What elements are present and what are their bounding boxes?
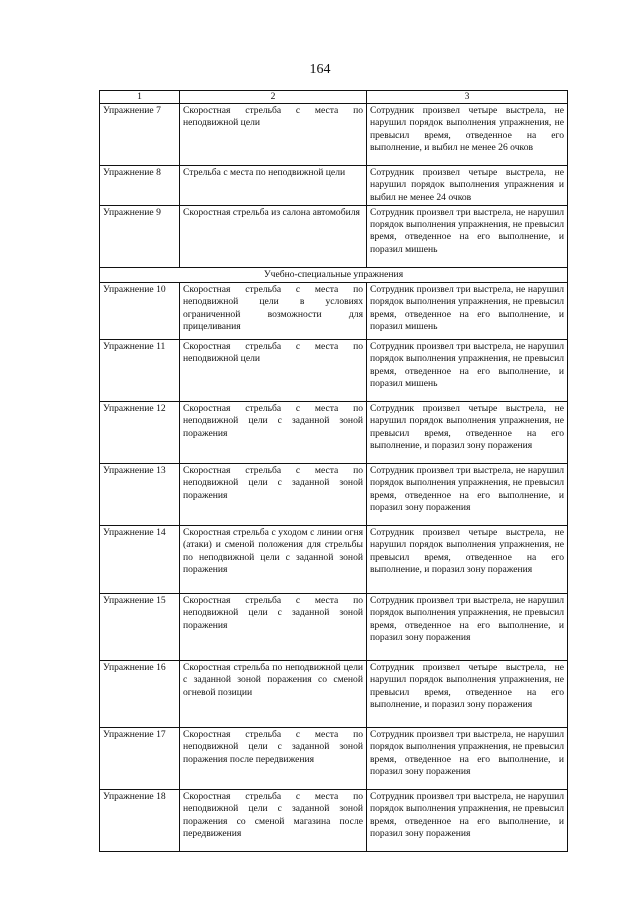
exercise-task: Скоростная стрельба с места по неподвижной цели с заданной зоной поражения со сменой магазина после передвижения [180,790,367,852]
exercise-criteria: Сотрудник произвел три выстрела, не нарушил порядок выполнения упражнения, не превысил время, отведенное на его выполнение, и поразил зону поражения [367,790,568,852]
exercise-name: Упражнение 14 [100,526,180,594]
table-row [100,205,568,267]
exercise-task: Скоростная стрельба из салона автомобиля [180,205,367,267]
exercise-criteria: Сотрудник произвел четыре выстрела, не нарушил порядок выполнения упражнения, не превысил время, отведенное на его выполнение, и поразил зону поражения [367,402,568,464]
table-row [100,661,568,728]
column-number-2: 2 [180,91,367,104]
exercise-name: Упражнение 17 [100,728,180,790]
column-number-3: 3 [367,91,568,104]
exercise-task: Скоростная стрельба с места по неподвижной цели с заданной зоной поражения [180,402,367,464]
exercise-table [99,90,568,852]
exercise-task: Стрельба с места по неподвижной цели [180,166,367,206]
exercise-task: Скоростная стрельба с уходом с линии огня (атаки) и сменой положения для стрельбы по неподвижной цели с заданной зоной поражения [180,526,367,594]
page-number: 164 [309,62,331,77]
table-row [100,166,568,206]
table-row [100,402,568,464]
exercise-criteria: Сотрудник произвел четыре выстрела, не нарушил порядок выполнения упражнения, не превысил время, отведенное на его выполнение, и поразил зону поражения [367,661,568,728]
exercise-name: Упражнение 8 [100,166,180,206]
table-row [100,526,568,594]
exercise-task: Скоростная стрельба с места по неподвижной цели с заданной зоной поражения [180,594,367,661]
table-row [100,728,568,790]
exercise-task: Скоростная стрельба по неподвижной цели с заданной зоной поражения со сменой огневой позиции [180,661,367,728]
column-number-row [100,91,568,104]
exercise-criteria: Сотрудник произвел четыре выстрела, не нарушил порядок выполнения упражнения, не превысил время, отведенное на его выполнение, и поразил зону поражения [367,526,568,594]
exercise-criteria: Сотрудник произвел четыре выстрела, не нарушил порядок выполнения упражнения и выбил не менее 24 очков [367,166,568,206]
exercise-name: Упражнение 13 [100,464,180,526]
exercise-task: Скоростная стрельба с места по неподвижной цели [180,340,367,402]
section-row [100,267,568,282]
section-title: Учебно-специальные упражнения [100,267,568,282]
exercise-criteria: Сотрудник произвел три выстрела, не нарушил порядок выполнения упражнения, не превысил время, отведенное на его выполнение, и поразил мишень [367,340,568,402]
table-row [100,790,568,852]
exercise-name: Упражнение 18 [100,790,180,852]
exercise-criteria: Сотрудник произвел три выстрела, не нарушил порядок выполнения упражнения, не превысил время, отведенное на его выполнение, и поразил мишень [367,283,568,340]
exercise-name: Упражнение 12 [100,402,180,464]
exercise-criteria: Сотрудник произвел три выстрела, не нарушил порядок выполнения упражнения, не превысил время, отведенное на его выполнение, и поразил мишень [367,205,568,267]
exercise-name: Упражнение 9 [100,205,180,267]
exercise-task: Скоростная стрельба с места по неподвижной цели с заданной зоной поражения после передвижения [180,728,367,790]
column-number-1: 1 [100,91,180,104]
exercise-task: Скоростная стрельба с места по неподвижной цели в условиях ограниченной возможности для прицеливания [180,283,367,340]
exercise-name: Упражнение 15 [100,594,180,661]
exercise-name: Упражнение 16 [100,661,180,728]
table-row [100,104,568,166]
exercise-name: Упражнение 11 [100,340,180,402]
table-row [100,340,568,402]
exercise-name: Упражнение 7 [100,104,180,166]
exercise-task: Скоростная стрельба с места по неподвижной цели [180,104,367,166]
table-row [100,594,568,661]
exercise-name: Упражнение 10 [100,283,180,340]
exercise-task: Скоростная стрельба с места по неподвижной цели с заданной зоной поражения [180,464,367,526]
exercise-criteria: Сотрудник произвел три выстрела, не нарушил порядок выполнения упражнения, не превысил время, отведенное на его выполнение, и поразил зону поражения [367,728,568,790]
exercise-criteria: Сотрудник произвел три выстрела, не нарушил порядок выполнения упражнения, не превысил время, отведенное на его выполнение, и поразил зону поражения [367,464,568,526]
table-row [100,464,568,526]
exercise-criteria: Сотрудник произвел четыре выстрела, не нарушил порядок выполнения упражнения, не превысил время, отведенное на его выполнение, и выбил не менее 26 очков [367,104,568,166]
exercise-criteria: Сотрудник произвел три выстрела, не нарушил порядок выполнения упражнения, не превысил время, отведенное на его выполнение, и поразил зону поражения [367,594,568,661]
table-row [100,283,568,340]
